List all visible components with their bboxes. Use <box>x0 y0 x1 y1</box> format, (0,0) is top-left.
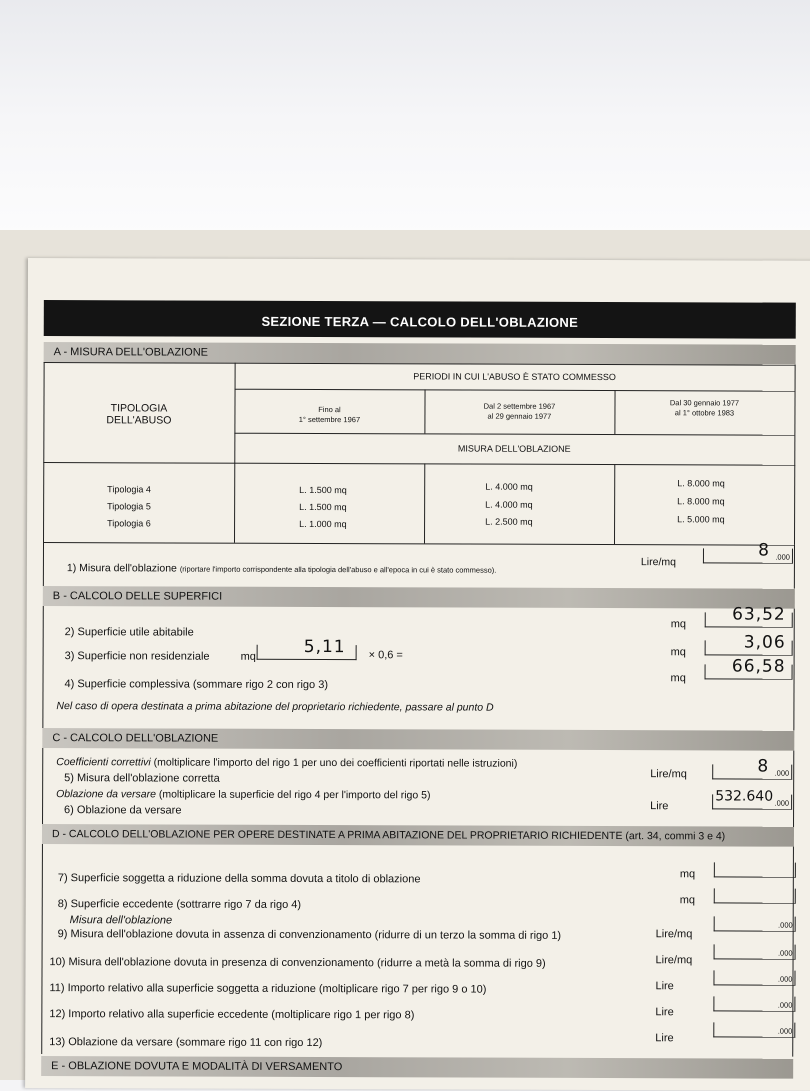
line9-suffix: .000 <box>778 920 793 930</box>
line3-input: 5,11 <box>303 636 346 658</box>
obl-line: Oblazione da versare (moltiplicare la superficie del rigo 4 per l'importo del rigo 5) <box>56 788 431 802</box>
line6-label: 6) Oblazione da versare <box>64 804 182 817</box>
line4-value: 66,58 <box>731 656 786 677</box>
line6-suffix: .000 <box>774 798 790 808</box>
row5-col3: L. 8.000 mq <box>677 496 725 507</box>
line12-unit: Lire <box>655 1006 674 1019</box>
line2-label: 2) Superficie utile abitabile <box>64 626 194 639</box>
row5-col2: L. 4.000 mq <box>485 499 533 510</box>
period-1: Fino al 1° settembre 1967 <box>298 405 361 425</box>
line13-suffix: .000 <box>777 1026 793 1036</box>
line1-suffix: .000 <box>775 552 790 562</box>
line5-unit: Lire/mq <box>650 768 687 781</box>
section-b-header: B - CALCOLO DELLE SUPERFICI <box>43 586 795 609</box>
line13-label: 13) Oblazione da versare (sommare rigo 11 con rigo 12) <box>49 1036 323 1050</box>
row6-col3: L. 5.000 mq <box>677 514 725 525</box>
line1-label: 1) Misura dell'oblazione (riportare l'importo corrispondente alla tipologia dell'abuso e all'epoca in cui è stato commesso). <box>66 562 497 575</box>
line13-unit: Lire <box>655 1032 674 1045</box>
line11-suffix: .000 <box>777 974 793 984</box>
section-b-note: Nel caso di opera destinata a prima abitazione del proprietario richiedente, passare al punto D <box>56 700 494 714</box>
periods-header: PERIODI IN CUI L'ABUSO È STATO COMMESSO <box>413 371 616 383</box>
line6-value-box[interactable] <box>712 788 792 809</box>
line11-label: 11) Importo relativo alla superficie soggetta a riduzione (moltiplicare rigo 7 per rigo 9 o 10) <box>49 982 487 996</box>
line7-unit: mq <box>679 868 696 881</box>
section-e-header: E - OBLAZIONE DOVUTA E MODALITÀ DI VERSAMENTO <box>41 1056 793 1079</box>
line2-value: 63,52 <box>732 604 786 625</box>
period-2: Dal 2 settembre 1967 al 29 gennaio 1977 <box>483 401 556 421</box>
line5-suffix: .000 <box>774 768 790 778</box>
line12-label: 12) Importo relativo alla superficie eccedente (moltiplicare rigo 1 per rigo 8) <box>49 1008 415 1022</box>
line11-value-box[interactable] <box>713 970 795 985</box>
line8-unit: mq <box>679 894 696 907</box>
line4-value-box[interactable] <box>705 656 793 679</box>
misura-header: MISURA DELL'OBLAZIONE <box>457 443 571 454</box>
line9-label: 9) Misura dell'oblazione dovuta in assenza di convenzionamento (ridurre di un terzo la somma di rigo 1) <box>57 928 562 942</box>
line3-factor: × 0,6 = <box>368 649 403 662</box>
tipologia-4-label: Tipologia 4 <box>107 484 151 495</box>
line6-value: 532.640 <box>715 788 774 805</box>
form-sheet <box>25 258 810 1091</box>
coeff-line: Coefficienti correttivi (moltiplicare l'importo del rigo 1 per uno dei coefficienti riportati nelle istruzioni) <box>56 756 518 770</box>
section-a-header: A - MISURA DELL'OBLAZIONE <box>44 342 796 365</box>
line10-unit: Lire/mq <box>655 954 693 967</box>
line13-value-box[interactable] <box>713 1022 795 1037</box>
line10-suffix: .000 <box>777 948 793 958</box>
line6-unit: Lire <box>650 800 669 813</box>
period-3: Dal 30 gennaio 1977 al 1° ottobre 1983 <box>669 398 740 418</box>
line3-unit-left: mq <box>240 650 256 663</box>
line1-value-box[interactable] <box>703 540 793 563</box>
line7-value-box[interactable] <box>714 862 796 877</box>
line5-value-box[interactable] <box>712 756 792 779</box>
line12-value-box[interactable] <box>713 996 795 1011</box>
line3-input-box[interactable] <box>257 636 357 660</box>
section-c-header: C - CALCOLO DELL'OBLAZIONE <box>42 728 794 751</box>
line3-unit: mq <box>670 646 686 659</box>
line9-value-box[interactable] <box>714 916 796 931</box>
line5-value: 8 <box>757 756 770 777</box>
row5-col1: L. 1.500 mq <box>299 501 347 513</box>
row4-col3: L. 8.000 mq <box>677 478 725 489</box>
line3-value-box[interactable] <box>705 632 793 655</box>
line10-label: 10) Misura dell'oblazione dovuta in presenza di convenzionamento (ridurre a metà la somma di rigo 9) <box>49 956 546 970</box>
line1-value: 8 <box>758 540 771 561</box>
line1-unit: Lire/mq <box>640 556 676 569</box>
line12-suffix: .000 <box>777 1000 793 1010</box>
line4-label: 4) Superficie complessiva (sommare rigo 2 con rigo 3) <box>64 678 329 692</box>
line8-label: 8) Superficie eccedente (sottrarre rigo 7 da rigo 4) <box>57 898 302 911</box>
section-d-header: D - CALCOLO DELL'OBLAZIONE PER OPERE DESTINATE A PRIMA ABITAZIONE DEL PROPRIETARIO RICHIEDENTE (art. 34, commi 3 e 4) <box>42 824 794 847</box>
line5-label: 5) Misura dell'oblazione corretta <box>64 772 220 785</box>
line2-value-box[interactable] <box>705 604 793 627</box>
line2-unit: mq <box>670 618 687 631</box>
row6-col1: L. 1.000 mq <box>299 518 347 530</box>
line10-value-box[interactable] <box>714 944 796 959</box>
misura-label: Misura dell'oblazione <box>69 914 173 927</box>
page-title: SEZIONE TERZA — CALCOLO DELL'OBLAZIONE <box>44 300 796 339</box>
row4-col1: L. 1.500 mq <box>299 484 347 496</box>
line11-unit: Lire <box>655 980 674 993</box>
line4-unit: mq <box>670 672 686 685</box>
tipologia-6-label: Tipologia 6 <box>107 518 151 529</box>
line3-value: 3,06 <box>743 632 786 653</box>
line8-value-box[interactable] <box>714 888 796 903</box>
row4-col2: L. 4.000 mq <box>485 481 533 492</box>
line7-label: 7) Superficie soggetta a riduzione della somma dovuta a titolo di oblazione <box>57 872 421 886</box>
tipologia-header: TIPOLOGIA DELL'ABUSO <box>106 402 172 427</box>
tipologia-5-label: Tipologia 5 <box>107 501 151 512</box>
row6-col2: L. 2.500 mq <box>485 516 533 527</box>
line9-unit: Lire/mq <box>655 928 693 941</box>
line3-label: 3) Superficie non residenziale <box>64 650 210 663</box>
